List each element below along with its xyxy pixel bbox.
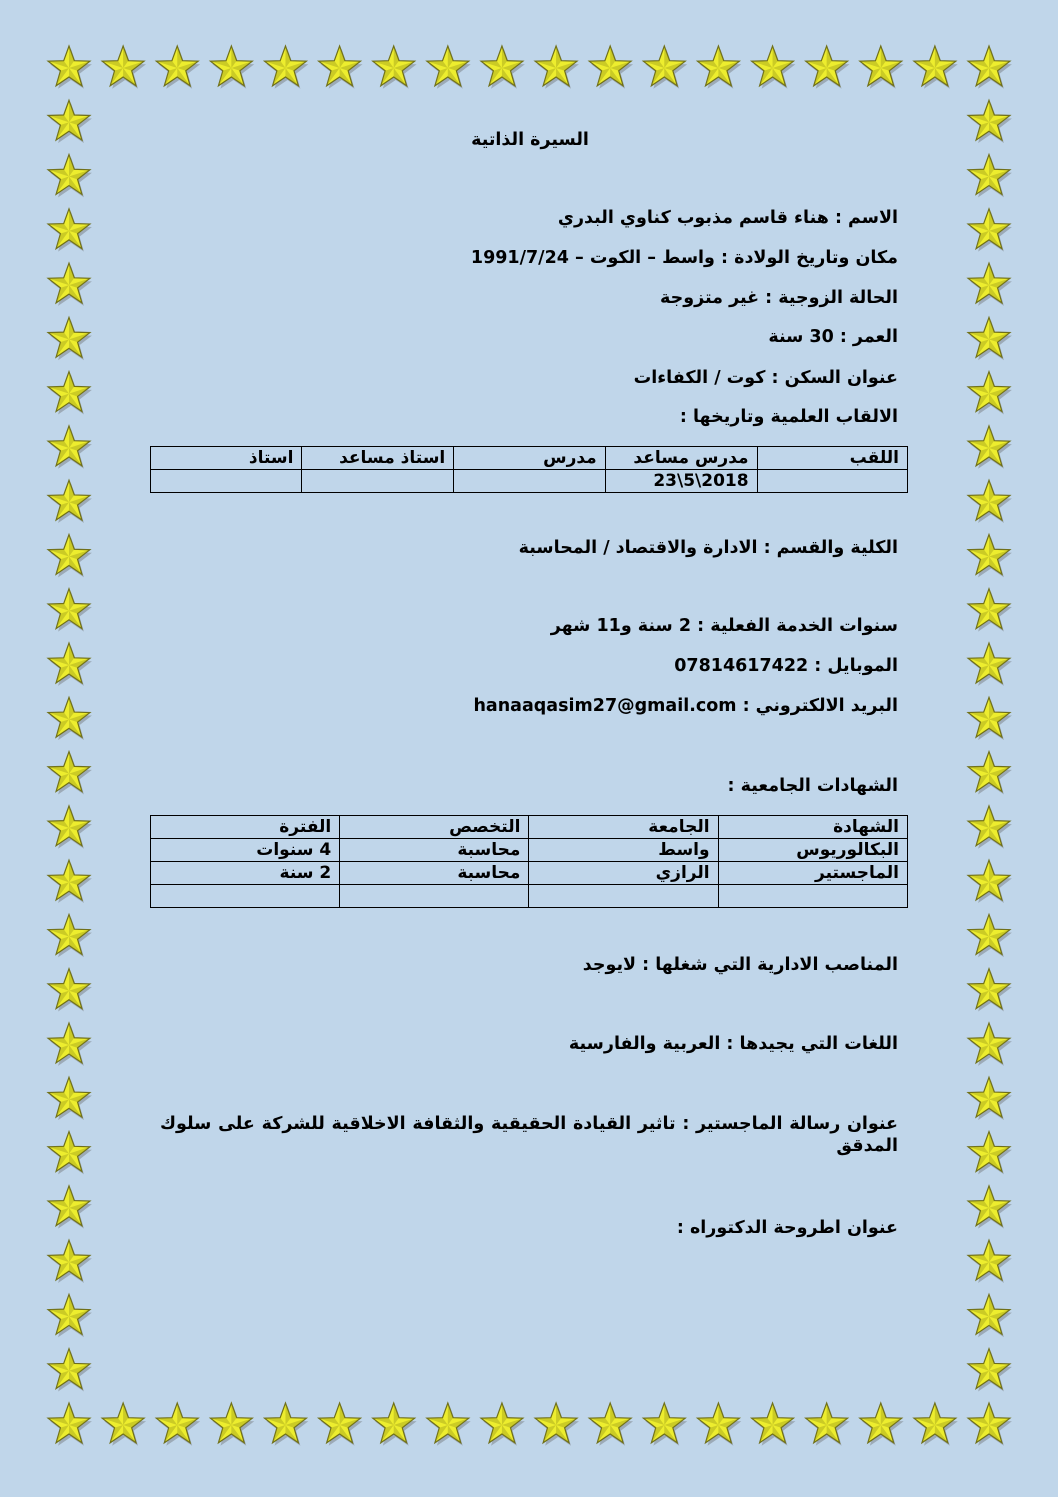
- languages-line: اللغات التي يجيدها : العربية والفارسية: [568, 1034, 898, 1054]
- table-cell: الشهادة: [718, 816, 907, 839]
- star-icon: [968, 914, 1012, 957]
- table-cell: استاذ مساعد: [302, 447, 454, 470]
- table-row: [151, 816, 908, 839]
- table-cell: [718, 885, 907, 908]
- birth-label: مكان وتاريخ الولادة : واسط – الكوت –: [575, 248, 898, 268]
- star-icon: [48, 155, 92, 198]
- table-cell: البكالوريوس: [718, 839, 907, 862]
- table-cell: 2 سنة: [151, 862, 340, 885]
- table-cell: [605, 470, 757, 493]
- table-cell: [151, 885, 340, 908]
- star-icon: [968, 209, 1012, 252]
- star-icon: [48, 209, 92, 252]
- table-cell: الفترة: [151, 816, 340, 839]
- star-icon: [968, 806, 1012, 849]
- titles-table: [150, 446, 908, 493]
- star-icon: [968, 1132, 1012, 1175]
- table-cell: محاسبة: [340, 862, 529, 885]
- star-icon: [48, 1023, 92, 1066]
- table-row: [151, 885, 908, 908]
- star-icon: [968, 1349, 1012, 1392]
- star-icon: [48, 860, 92, 903]
- mobile-number: 07814617422: [674, 656, 809, 676]
- star-icon: [48, 969, 92, 1012]
- star-icon: [48, 752, 92, 795]
- star-icon: [968, 860, 1012, 903]
- star-icon: [102, 46, 146, 89]
- email-address: hanaaqasim27@gmail.com: [473, 696, 737, 716]
- star-icon: [48, 643, 92, 686]
- star-icon: [968, 1294, 1012, 1337]
- star-icon: [914, 1403, 958, 1446]
- star-icon: [48, 372, 92, 415]
- email-line: [473, 696, 898, 716]
- table-row: [151, 839, 908, 862]
- email-label: البريد الالكتروني :: [742, 696, 898, 716]
- star-icon: [968, 697, 1012, 740]
- table-cell: [529, 885, 718, 908]
- star-icon: [48, 100, 92, 143]
- table-cell: التخصص: [340, 816, 529, 839]
- star-icon: [968, 1240, 1012, 1283]
- degrees-table: [150, 815, 908, 908]
- star-icon: [48, 1403, 92, 1446]
- star-icon: [968, 1403, 1012, 1446]
- table-cell: الرازي: [529, 862, 718, 885]
- star-icon: [48, 317, 92, 360]
- table-cell: [757, 470, 907, 493]
- star-icon: [102, 1403, 146, 1446]
- table-cell: مدرس مساعد: [605, 447, 757, 470]
- star-icon: [48, 1294, 92, 1337]
- table-row: [151, 447, 908, 470]
- mobile-label: الموبايل :: [814, 656, 898, 676]
- cv-document: [150, 0, 910, 1497]
- service-line: سنوات الخدمة الفعلية : 2 سنة و11 شهر: [550, 616, 898, 636]
- table-cell: 4 سنوات: [151, 839, 340, 862]
- star-icon: [48, 914, 92, 957]
- star-icon: [48, 426, 92, 469]
- star-icon: [48, 1349, 92, 1392]
- thesis-line: عنوان رسالة الماجستير : تاثير القيادة الحقيقية والثقافة الاخلاقية للشركة على سلوك المدقق: [160, 1114, 898, 1156]
- star-icon: [968, 263, 1012, 306]
- star-icon: [48, 1186, 92, 1229]
- star-icon: [48, 535, 92, 578]
- age-line: العمر : 30 سنة: [768, 327, 898, 347]
- table-cell: الماجستير: [718, 862, 907, 885]
- star-icon: [968, 752, 1012, 795]
- table-cell: [302, 470, 454, 493]
- degrees-heading: الشهادات الجامعية :: [727, 776, 898, 796]
- table-cell: استاذ: [151, 447, 302, 470]
- page-title: السيرة الذاتية: [471, 130, 589, 150]
- star-icon: [48, 806, 92, 849]
- star-icon: [968, 46, 1012, 89]
- dissertation-line: عنوان اطروحة الدكتوراه :: [676, 1218, 898, 1238]
- positions-line: المناصب الادارية التي شغلها : لايوجد: [582, 955, 898, 975]
- table-cell: مدرس: [454, 447, 605, 470]
- table-cell: [151, 470, 302, 493]
- college-line: الكلية والقسم : الادارة والاقتصاد / المحاسبة: [518, 538, 898, 558]
- mobile-line: [674, 656, 898, 676]
- name-line: الاسم : هناء قاسم مذبوب كناوي البدري: [557, 208, 898, 228]
- star-icon: [968, 1023, 1012, 1066]
- birth-date: 1991/7/24: [470, 248, 569, 268]
- star-icon: [914, 46, 958, 89]
- table-cell: اللقب: [757, 447, 907, 470]
- star-icon: [48, 1240, 92, 1283]
- star-icon: [968, 317, 1012, 360]
- star-icon: [968, 643, 1012, 686]
- star-icon: [968, 1077, 1012, 1120]
- star-icon: [968, 535, 1012, 578]
- star-icon: [968, 426, 1012, 469]
- birth-line: [471, 248, 898, 268]
- star-icon: [48, 1132, 92, 1175]
- table-row: [151, 862, 908, 885]
- table-cell: [340, 885, 529, 908]
- star-icon: [968, 372, 1012, 415]
- star-icon: [48, 1077, 92, 1120]
- star-icon: [48, 46, 92, 89]
- star-icon: [968, 589, 1012, 632]
- promotion-date: 23\5\2018: [653, 471, 749, 491]
- star-icon: [48, 480, 92, 523]
- star-icon: [968, 1186, 1012, 1229]
- star-icon: [968, 969, 1012, 1012]
- table-cell: [454, 470, 605, 493]
- table-cell: محاسبة: [340, 839, 529, 862]
- star-icon: [48, 589, 92, 632]
- star-icon: [968, 155, 1012, 198]
- marital-line: الحالة الزوجية : غير متزوجة: [660, 288, 898, 308]
- star-icon: [48, 697, 92, 740]
- star-icon: [968, 480, 1012, 523]
- table-row: [151, 470, 908, 493]
- table-cell: واسط: [529, 839, 718, 862]
- star-icon: [968, 100, 1012, 143]
- star-icon: [48, 263, 92, 306]
- table-cell: الجامعة: [529, 816, 718, 839]
- address-line: عنوان السكن : كوت / الكفاءات: [633, 368, 898, 388]
- titles-heading: الالقاب العلمية وتاريخها :: [679, 407, 898, 427]
